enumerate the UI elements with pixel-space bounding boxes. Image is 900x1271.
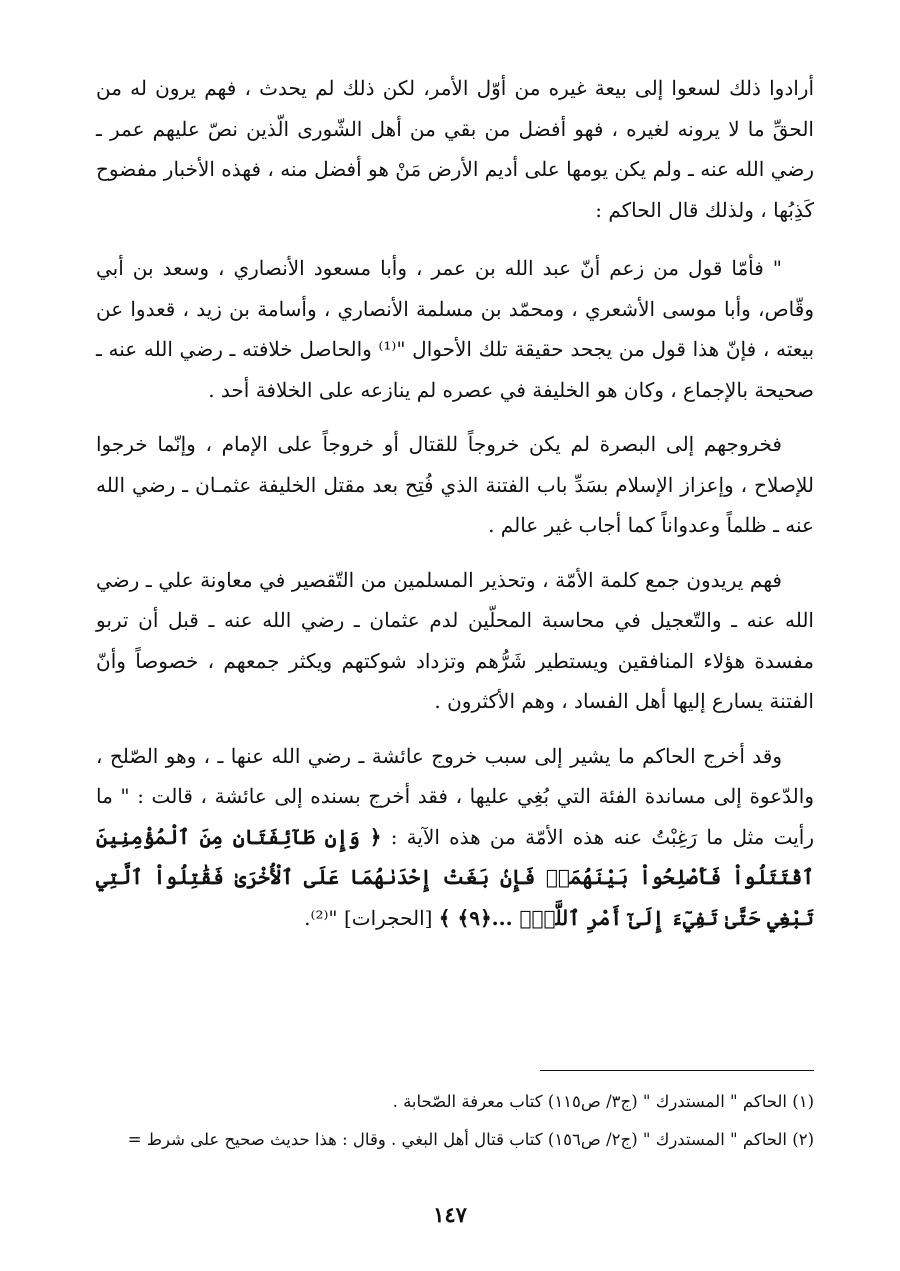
footnotes [96,1083,814,1159]
footnote: (٢) الحاكم " المستدرك " (ج٢/ ص١٥٦) كتاب قتال أهل البغي . وقال : هذا حديث صحيح على شرط = [127,1130,814,1149]
body-paragraph: فخروجهم إلى البصرة لم يكن خروجاً للقتال أو خروجاً على الإمام ، وإنّما خرجوا للإصلاح ، وإعزاز الإسلام بسَدِّ باب الفتنة الذي فُتِح بعد مقتل الخليفة عثمـان ـ رضي الله عنه ـ ظلماً وعدواناً كما أجاب غير عالم . [96,432,814,537]
page-number: ١٤٧ [433,1202,467,1227]
body-paragraph: فهم يريدون جمع كلمة الأمّة ، وتحذير المسلمين من التّقصير في معاونة علي ـ رضي الله عنه ـ والتّعجيل في محاسبة المحلّين لدم عثمان ـ رضي الله عنه ـ قبل أن تربو مفسدة هؤلاء المنافقين ويستطير شَرُّهم وتزداد شوكتهم ويكثر جمعهم ، خصوصاً وأنّ الفتنة يسارع إليها أهل الفساد ، وهم الأكثرون . [96,567,814,713]
verse-citation: [الحجرات] "⁽²⁾. [304,905,433,930]
paragraph-text: وقد أخرج الحاكم ما يشير إلى سبب خروج عائشة ـ رضي الله عنها ـ ، وهو الصّلح ، والدّعوة إلى مساندة الفئة التي بُغِي عليها ، فقد أخرج بسنده إلى عائشة ، قالت : " ما رأيت مثل ما رَغِبْتُ عنه هذه الأمّة من هذه الآية : [96,743,814,849]
footnote-divider [540,1070,814,1071]
body-paragraph-with-verse [96,736,814,939]
body-paragraph: " فأمّا قول من زعم أنّ عبد الله بن عمر ، وأبا مسعود الأنصاري ، وسعد بن أبي وقّاص، وأبا موسى الأشعري ، ومحمّد بن مسلمة الأنصاري ، وأسامة بن زيد ، قعدوا عن بيعته ، فإنّ هذا قول من يجحد حقيقة تلك الأحوال "⁽¹⁾ والحاصل خلافته ـ رضي الله عنه ـ صحيحة بالإجماع ، وكان هو الخليفة في عصره لم ينازعه على الخلافة أحد . [96,256,815,402]
body-paragraph: أرادوا ذلك لسعوا إلى بيعة غيره من أوّل الأمر، لكن ذلك لم يحدث ، فهم يرون له من الحقِّ ما لا يرونه لغيره ، فهو أفضل من بقي من أهل الشّورى الّذين نصّ عليهم عمر ـ رضي الله عنه ـ ولم يكن يومها على أديم الأرض مَنْ هو أفضل منه ، فهذه الأخبار مفضوح كَذِبُها ، ولذلك قال الحاكم : [96,76,814,222]
quran-verse: ﴿ وَإِن طَآئِفَتَانِ مِنَ ٱلْمُؤْمِنِينَ ٱقْتَتَلُواْ فَأَصْلِحُواْ بَيْنَهُمَاۖ فَإِنۢ بَغَتْ إِحْدَىٰهُمَا عَلَى ٱلْأُخْرَىٰ فَقَٰتِلُواْ ٱلَّتِي تَبْغِي حَتَّىٰ تَفِيٓءَ إِلَىٰٓ أَمْرِ ٱللَّهِۚ ...﴿٩﴾ ﴾ [96,824,814,930]
footnote: (١) الحاكم " المستدرك " (ج٣/ ص١١٥) كتاب معرفة الصّحابة . [392,1092,814,1111]
page-body [96,68,814,952]
